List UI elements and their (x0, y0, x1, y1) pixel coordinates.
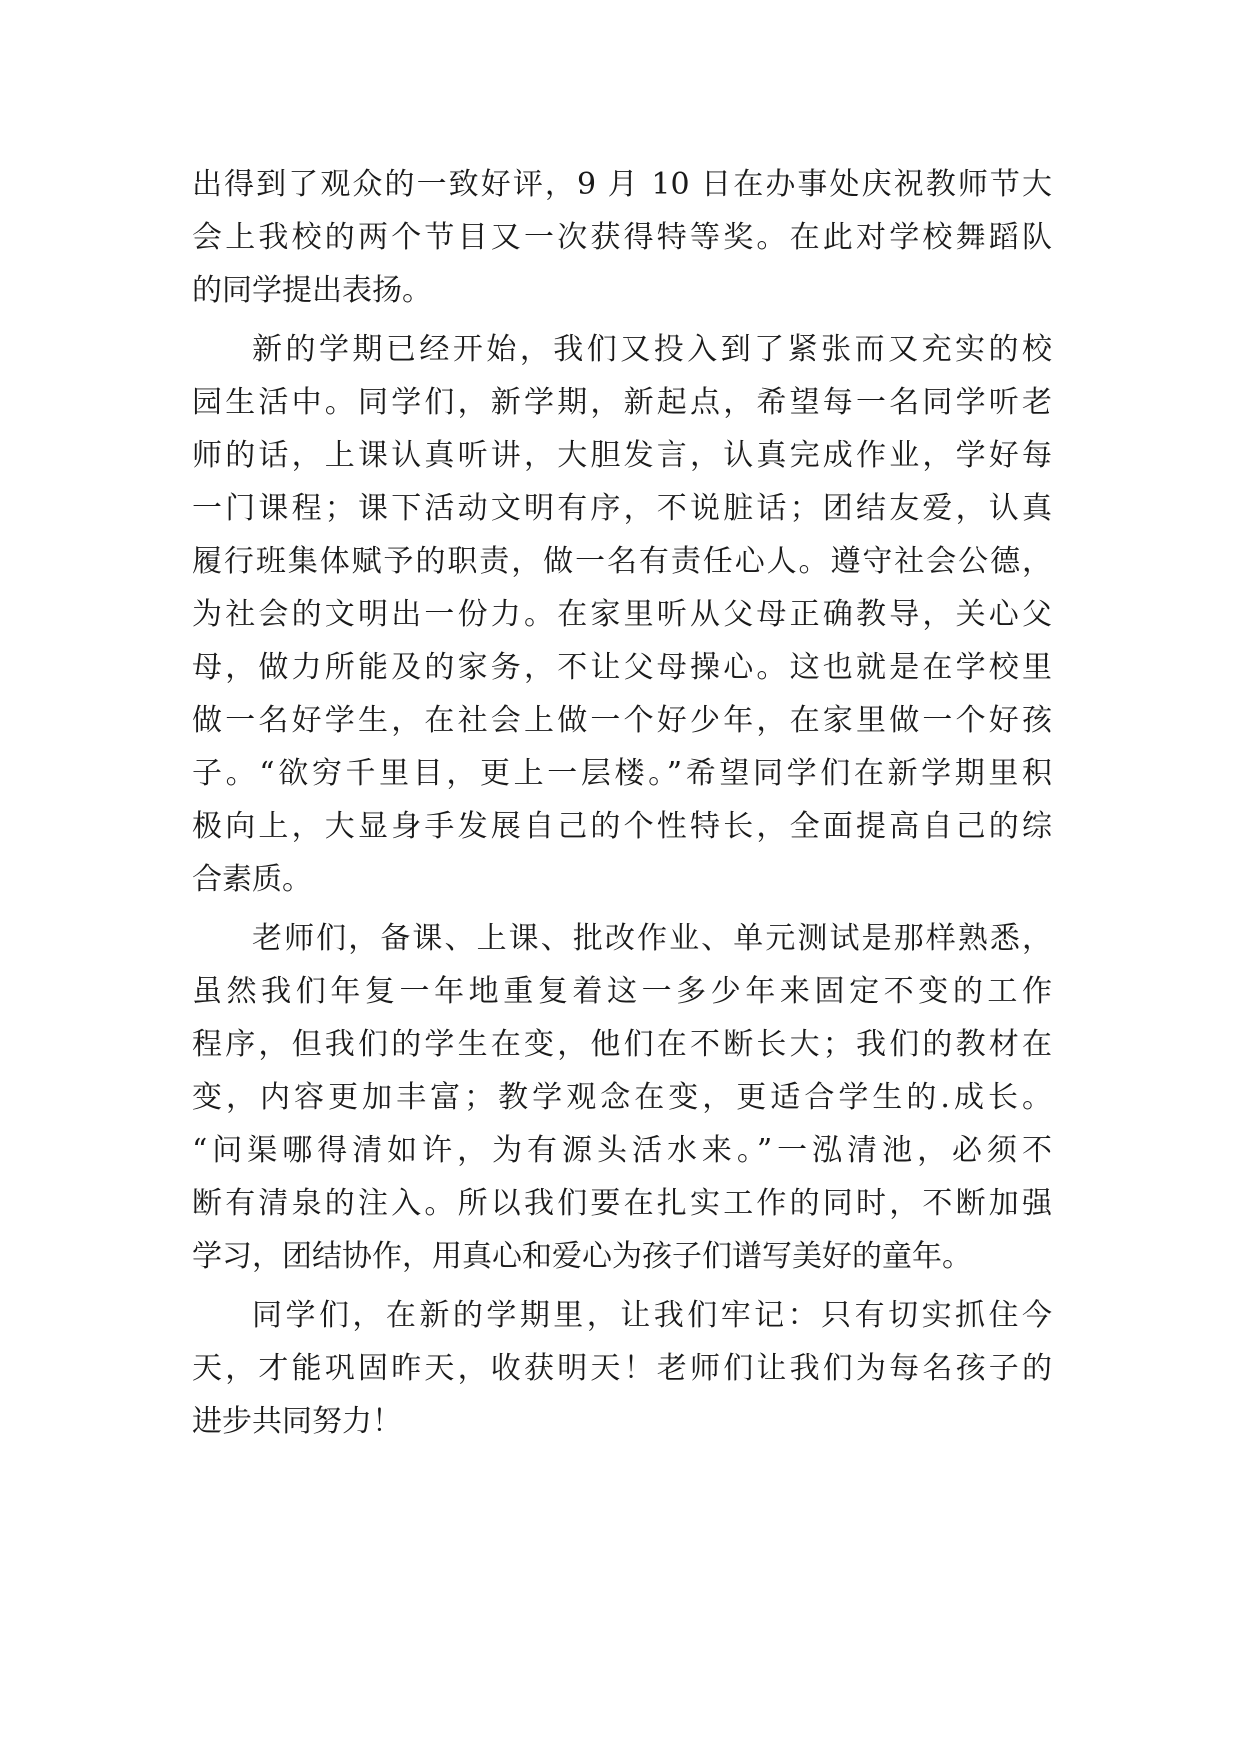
text-line: 进步共同努力！ (192, 1404, 402, 1439)
text-line: 老师们，备课、上课、批改作业、单元测试是那样熟悉， (252, 921, 1052, 956)
text-line: 母，做力所能及的家务，不让父母操心。这也就是在学校里 (192, 650, 1052, 685)
text-line: 合素质。 (192, 862, 312, 897)
text-line: 园生活中。同学们，新学期，新起点，希望每一名同学听老 (192, 385, 1052, 420)
paragraph-3 (192, 912, 1052, 1283)
text-line: 的同学提出表扬。 (192, 273, 432, 308)
text-line: “问渠哪得清如许，为有源头活水来。”一泓清池，必须不 (192, 1133, 1052, 1168)
text-line: 同学们，在新的学期里，让我们牢记：只有切实抓住今 (252, 1298, 1052, 1333)
text-line: 师的话，上课认真听讲，大胆发言，认真完成作业，学好每 (192, 438, 1052, 473)
paragraph-1 (192, 158, 1052, 317)
text-line: 学习，团结协作，用真心和爱心为孩子们谱写美好的童年。 (192, 1239, 972, 1274)
text-line: 程序，但我们的学生在变，他们在不断长大；我们的教材在 (192, 1027, 1052, 1062)
text-line: 新的学期已经开始，我们又投入到了紧张而又充实的校 (252, 332, 1052, 367)
text-line: 极向上，大显身手发展自己的个性特长，全面提高自己的综 (192, 809, 1052, 844)
text-line: 变，内容更加丰富；教学观念在变，更适合学生的.成长。 (192, 1080, 1052, 1115)
text-line: 做一名好学生，在社会上做一个好少年，在家里做一个好孩 (192, 703, 1052, 738)
document-body (192, 158, 1052, 1448)
text-line: 一门课程；课下活动文明有序，不说脏话；团结友爱，认真 (192, 491, 1052, 526)
text-line: 断有清泉的注入。所以我们要在扎实工作的同时，不断加强 (192, 1186, 1052, 1221)
text-line: 履行班集体赋予的职责，做一名有责任心人。遵守社会公德， (192, 544, 1052, 579)
text-line: 子。“欲穷千里目，更上一层楼。”希望同学们在新学期里积 (192, 756, 1052, 791)
paragraph-4 (192, 1289, 1052, 1448)
paragraph-2 (192, 323, 1052, 906)
text-line: 虽然我们年复一年地重复着这一多少年来固定不变的工作 (192, 974, 1052, 1009)
text-line: 会上我校的两个节目又一次获得特等奖。在此对学校舞蹈队 (192, 220, 1052, 255)
text-line: 出得到了观众的一致好评，9 月 10 日在办事处庆祝教师节大 (192, 167, 1052, 202)
text-line: 天，才能巩固昨天，收获明天！老师们让我们为每名孩子的 (192, 1351, 1052, 1386)
text-line: 为社会的文明出一份力。在家里听从父母正确教导，关心父 (192, 597, 1052, 632)
